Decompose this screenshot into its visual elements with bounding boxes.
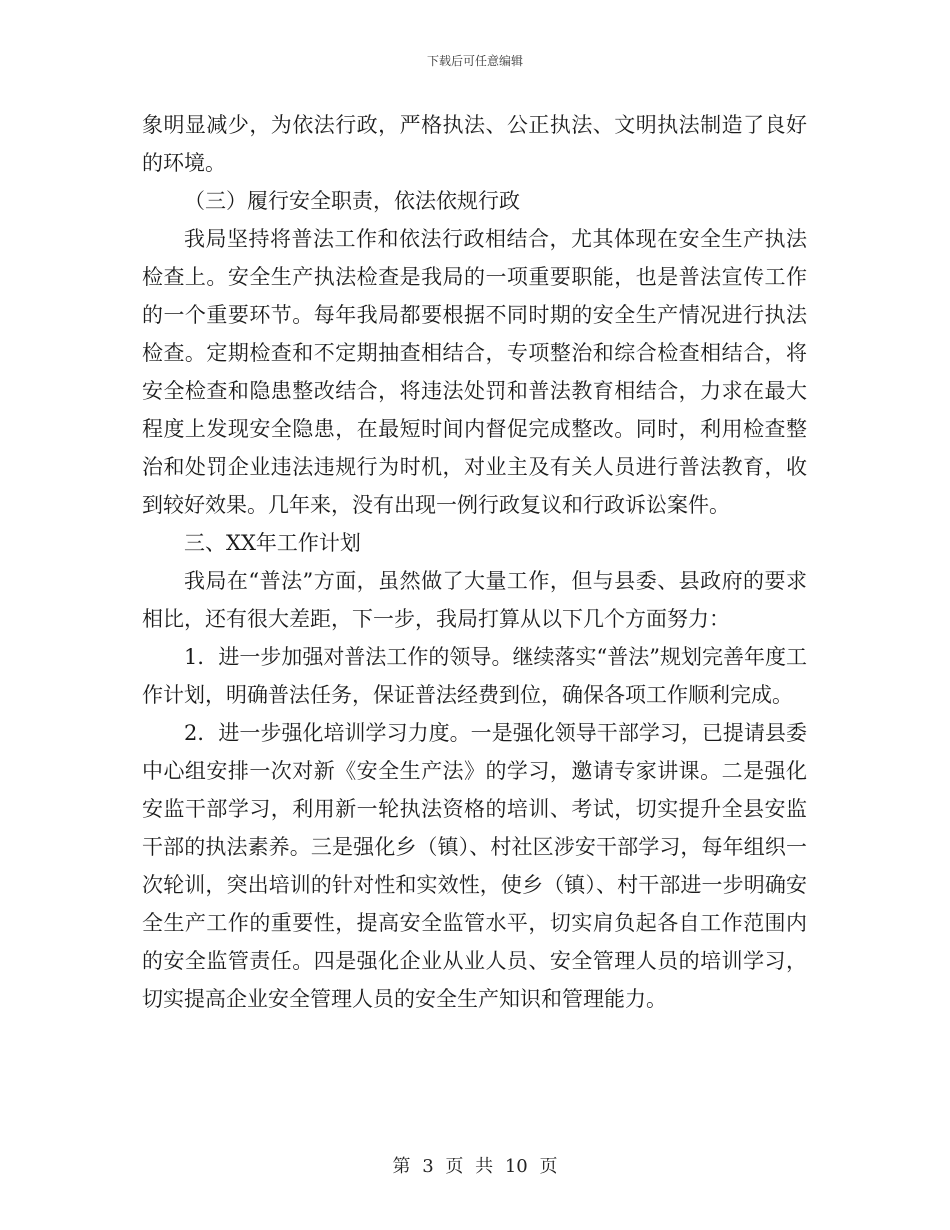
document-body — [142, 106, 807, 1018]
paragraph: 我局坚持将普法工作和依法行政相结合，尤其体现在安全生产执法检查上。安全生产执法检查是我局的一项重要职能，也是普法宣传工作的一个重要环节。每年我局都要根据不同时期的安全生产情况进行执法检查。定期检查和不定期抽查相结合，专项整治和综合检查相结合，将安全检查和隐患整改结合，将违法处罚和普法教育相结合，力求在最大程度上发现安全隐患，在最短时间内督促完成整改。同时，利用检查整治和处罚企业违法违规行为时机，对业主及有关人员进行普法教育，收到较好效果。几年来，没有出现一例行政复议和行政诉讼案件。 — [142, 227, 807, 517]
list-item: 2．进一步强化培训学习力度。一是强化领导干部学习，已提请县委中心组安排一次对新《安全生产法》的学习，邀请专家讲课。二是强化安监干部学习，利用新一轮执法资格的培训、考试，切实提升全县安监干部的执法素养。三是强化乡（镇）、村社区涉安干部学习，每年组织一次轮训，突出培训的针对性和实效性，使乡（镇）、村干部进一步明确安全生产工作的重要性，提高安全监管水平，切实肩负起各自工作范围内的安全监管责任。四是强化企业从业人员、安全管理人员的培训学习，切实提高企业安全管理人员的安全生产知识和管理能力。 — [142, 721, 807, 1011]
page-number: 第 3 页 共 10 页 — [392, 1156, 558, 1177]
section-heading: （三）履行安全职责，依法依规行政 — [184, 189, 520, 213]
paragraph-continuation: 象明显减少，为依法行政，严格执法、公正执法、文明执法制造了良好的环境。 — [142, 113, 807, 175]
section-title: 三、XX年工作计划 — [184, 531, 361, 555]
page-header: 下载后可任意编辑 — [426, 54, 523, 68]
paragraph: 我局在“普法”方面，虽然做了大量工作，但与县委、县政府的要求相比，还有很大差距，下一步，我局打算从以下几个方面努力： — [142, 569, 807, 631]
list-item: 1．进一步加强对普法工作的领导。继续落实“普法”规划完善年度工作计划，明确普法任务，保证普法经费到位，确保各项工作顺利完成。 — [142, 645, 807, 707]
